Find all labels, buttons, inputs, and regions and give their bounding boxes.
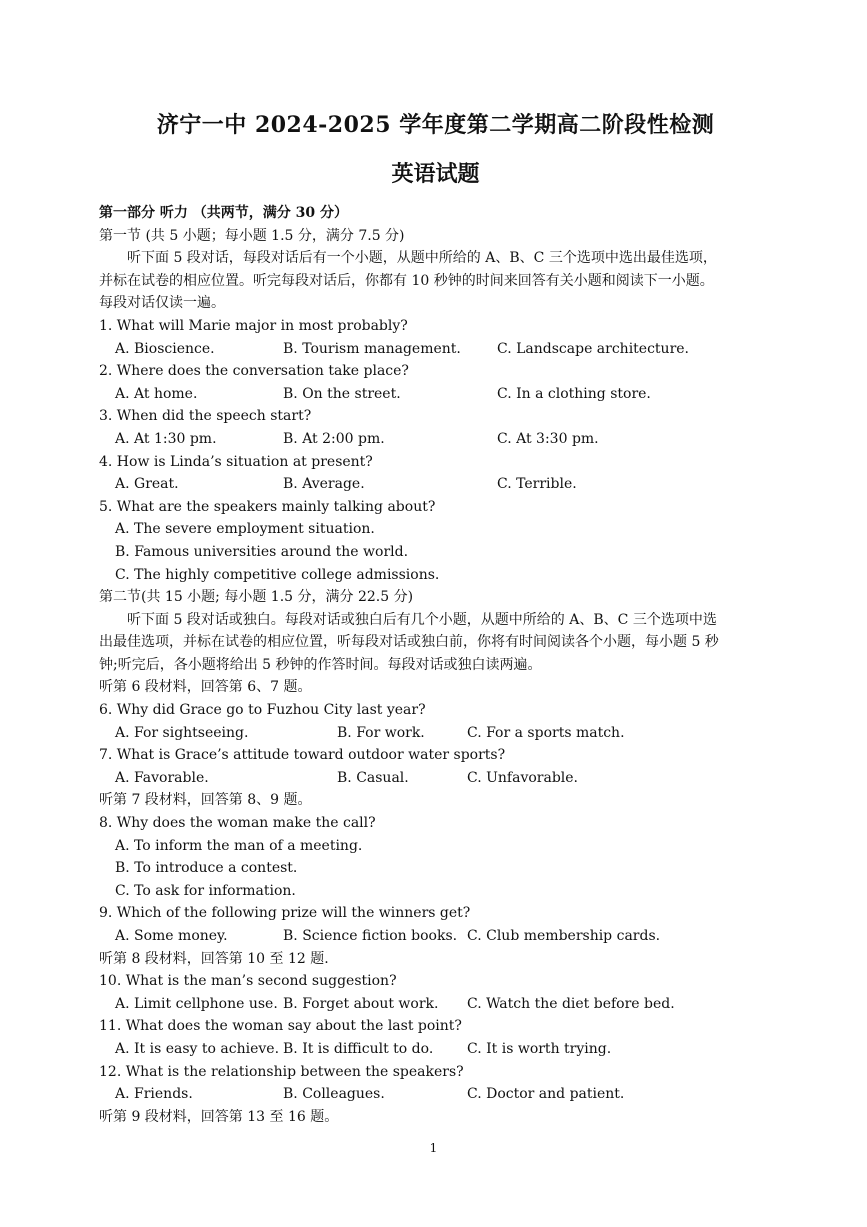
option-c: C. For a sports match.	[467, 724, 625, 741]
option-a: A. Limit cellphone use.	[115, 995, 278, 1012]
question-11: 11. What does the woman say about the last point?	[99, 1018, 462, 1035]
material-7-heading: 听第 7 段材料，回答第 8、9 题。	[99, 792, 312, 809]
section1-instructions	[99, 247, 772, 315]
option-b: B. Casual.	[337, 769, 409, 786]
option-b: B. Famous universities around the world.	[115, 543, 409, 560]
option-a: A. To inform the man of a meeting.	[115, 837, 363, 854]
question-6: 6. Why did Grace go to Fuzhou City last year?	[99, 702, 426, 719]
section1-heading: 第一节 (共 5 小题；每小题 1.5 分，满分 7.5 分)	[99, 227, 405, 244]
question-6-options	[99, 722, 772, 745]
option-c: C. Unfavorable.	[467, 769, 579, 786]
page-number: 1	[429, 1141, 438, 1155]
option-a: A. Some money.	[115, 928, 228, 944]
option-b: B. Tourism management.	[283, 340, 461, 357]
question-3: 3. When did the speech start?	[99, 408, 312, 425]
question-12: 12. What is the relationship between the speakers?	[99, 1063, 464, 1080]
material-9-heading: 听第 9 段材料，回答第 13 至 16 题。	[99, 1108, 339, 1125]
question-12-options	[99, 1083, 772, 1106]
question-4-options	[99, 473, 772, 496]
option-a: A. Bioscience.	[115, 340, 215, 357]
material-8-heading: 听第 8 段材料，回答第 10 至 12 题.	[99, 950, 329, 967]
question-9-options	[99, 925, 772, 948]
option-b: B. Science fiction books.	[283, 928, 458, 944]
instruction-line: 并标在试卷的相应位置。听完每段对话后，你都有 10 秒钟的时间来回答有关小题和阅读下一小题。	[99, 272, 714, 289]
option-c: C. To ask for information.	[115, 882, 296, 899]
instruction-line: 出最佳选项，并标在试卷的相应位置，听每段对话或独白前，你将有时间阅读各个小题，每小题 5 秒	[99, 634, 719, 651]
question-10: 10. What is the man’s second suggestion?	[99, 973, 397, 990]
question-1-options	[99, 338, 772, 361]
option-a: A. The severe employment situation.	[115, 521, 375, 538]
exam-subtitle: 英语试题	[391, 161, 480, 187]
option-c: C. Club membership cards.	[467, 928, 661, 944]
option-b: B. On the street.	[283, 385, 401, 402]
question-4: 4. How is Linda’s situation at present?	[99, 453, 373, 470]
question-9: 9. Which of the following prize will the winners get?	[99, 905, 471, 922]
question-1: 1. What will Marie major in most probably?	[99, 317, 408, 334]
option-b: B. To introduce a contest.	[115, 860, 298, 877]
option-c: C. It is worth trying.	[467, 1040, 612, 1057]
exam-title: 济宁一中 2024-2025 学年度第二学期高二阶段性检测	[156, 112, 715, 138]
question-2-options	[99, 383, 772, 406]
option-c: C. The highly competitive college admissions.	[115, 566, 440, 583]
option-b: B. At 2:00 pm.	[283, 430, 385, 447]
section2-heading: 第二节(共 15 小题; 每小题 1.5 分，满分 22.5 分)	[99, 589, 414, 606]
option-a: A. Favorable.	[115, 769, 209, 786]
option-b: B. It is difficult to do.	[283, 1040, 434, 1057]
option-a: A. At 1:30 pm.	[115, 430, 217, 447]
option-c: C. Landscape architecture.	[497, 340, 690, 357]
question-7: 7. What is Grace’s attitude toward outdoor water sports?	[99, 747, 506, 764]
option-b: B. Forget about work.	[283, 995, 439, 1012]
option-b: B. Colleagues.	[283, 1086, 385, 1103]
option-b: B. For work.	[337, 724, 425, 741]
question-11-options	[99, 1038, 772, 1061]
question-10-options	[99, 993, 772, 1016]
option-a: A. Friends.	[115, 1086, 193, 1103]
option-c: C. Doctor and patient.	[467, 1086, 625, 1103]
option-c: C. Watch the diet before bed.	[467, 995, 675, 1012]
option-a: A. It is easy to achieve.	[115, 1040, 280, 1057]
option-a: A. Great.	[115, 476, 179, 493]
option-c: C. Terrible.	[497, 476, 577, 493]
question-5: 5. What are the speakers mainly talking about?	[99, 498, 436, 515]
option-b: B. Average.	[283, 476, 365, 493]
instruction-line: 听下面 5 段对话，每段对话后有一个小题，从题中所给的 A、B、C 三个选项中选出最佳选项，	[127, 250, 717, 267]
part1-heading: 第一部分 听力 （共两节，满分 30 分）	[99, 205, 348, 221]
instruction-line: 每段对话仅读一遍。	[99, 295, 225, 312]
option-c: C. In a clothing store.	[497, 385, 651, 402]
question-7-options	[99, 767, 772, 790]
instruction-line: 听下面 5 段对话或独白。每段对话或独白后有几个小题，从题中所给的 A、B、C 三个选项中选	[127, 611, 717, 628]
material-6-heading: 听第 6 段材料，回答第 6、7 题。	[99, 679, 312, 696]
instruction-line: 钟;听完后，各小题将给出 5 秒钟的作答时间。每段对话或独白读两遍。	[99, 656, 542, 673]
question-3-options	[99, 428, 772, 451]
question-2: 2. Where does the conversation take place?	[99, 363, 409, 380]
question-8: 8. Why does the woman make the call?	[99, 815, 376, 832]
section2-instructions	[99, 609, 772, 677]
option-a: A. For sightseeing.	[115, 724, 249, 741]
option-a: A. At home.	[115, 385, 198, 402]
option-c: C. At 3:30 pm.	[497, 430, 599, 447]
